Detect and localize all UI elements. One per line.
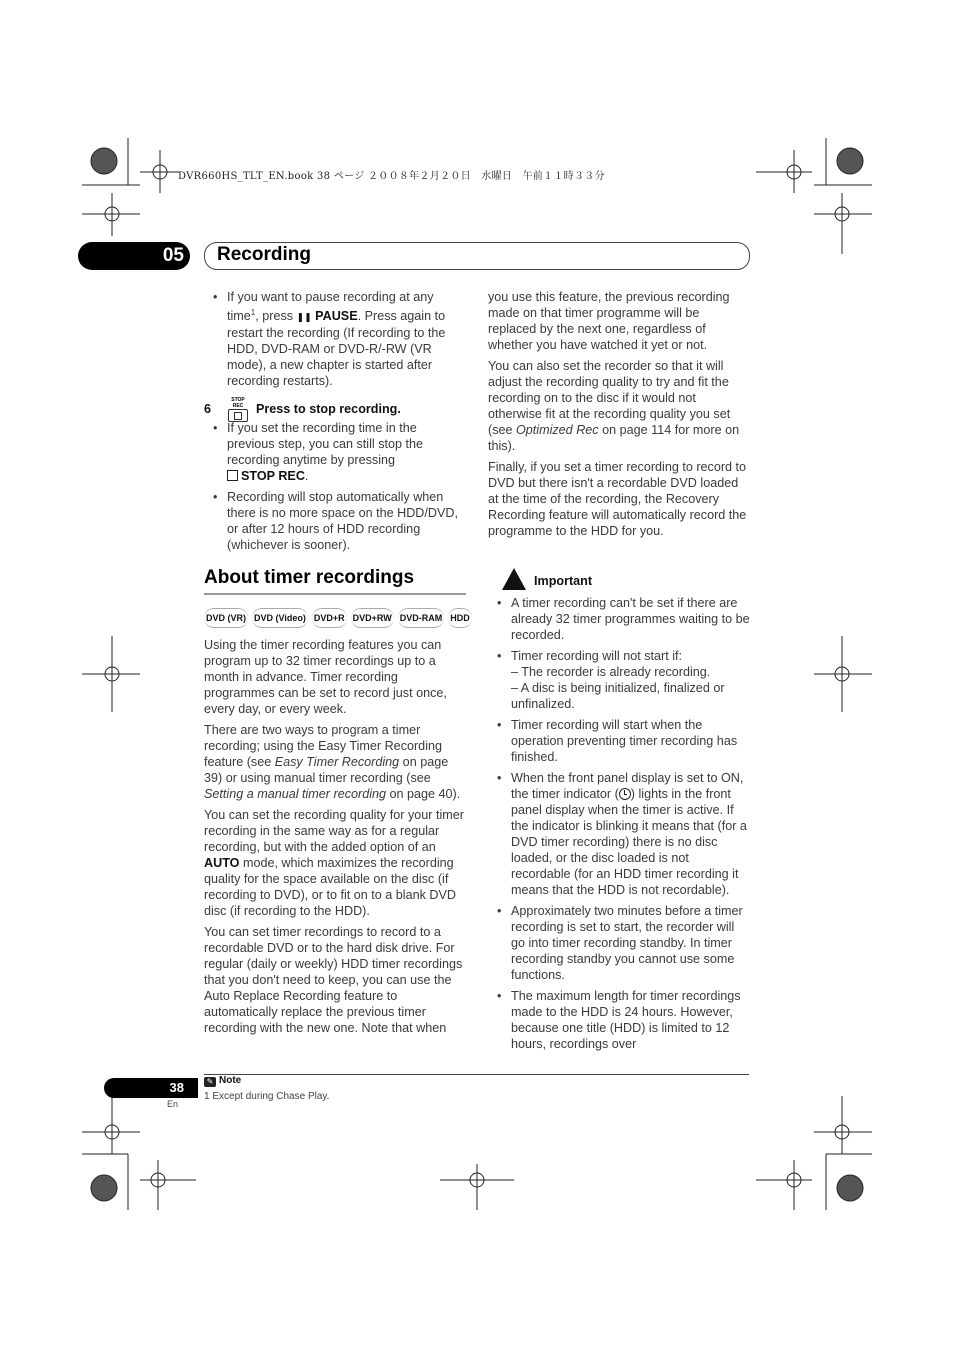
paragraph: Finally, if you set a timer recording to record to DVD but there isn't a recordable DVD loaded at the time of the recording, the Recovery Recording feature will automatically record the programme to the HDD for you. xyxy=(488,460,747,538)
section-title: About timer recordings xyxy=(204,567,466,595)
chapter-title: Recording xyxy=(217,244,311,265)
stop-square-icon xyxy=(227,470,238,481)
step-6-text: Press to stop recording. xyxy=(256,402,401,417)
important-bullet: • Approximately two minutes before a timer recording is set to start, the recorder will go into timer recording standby. In timer recording standby you cannot use some functions. xyxy=(497,904,743,982)
stop-bullet-1: • If you set the recording time in the previous step, you can still stop the recording anytime by pressing STOP REC. xyxy=(213,421,424,484)
step-number: 6 xyxy=(204,402,212,417)
paragraph: There are two ways to program a timer recording; using the Easy Timer Recording feature (see Easy Timer Recording on page 39) or using manual timer recording (see Setting a manual timer recording on page 40). xyxy=(204,723,461,801)
right-column-top xyxy=(488,289,750,544)
pause-key-label: PAUSE xyxy=(315,309,358,324)
important-list xyxy=(488,595,750,1057)
footnote-text: 1 Except during Chase Play. xyxy=(204,1091,330,1102)
chapter-number-badge xyxy=(78,242,190,270)
chapter-title-bar xyxy=(204,242,750,270)
disc-badge: DVD+RW xyxy=(351,608,394,628)
paragraph: You can set timer recordings to record to a recordable DVD or to the hard disk drive. For regular (daily or weekly) HDD timer recordings that you don't need to keep, you can use the Auto Replace Recording feature to automatically replace the previous timer recording with the new one. Note that when xyxy=(204,925,463,1035)
paragraph: you use this feature, the previous recording made on that timer programme will be replaced by the next one, regardless of whether you have watched it yet or not. xyxy=(488,290,730,352)
paragraph: You can set the recording quality for your timer recording in the same way as for a regular recording, but with the added option of an AUTO mode, which maximizes the recording quality for the space available on the disc (if recording to DVD), or to fit on to a blank DVD disc (if recording to the HDD). xyxy=(204,808,464,918)
pause-icon: ❚❚ xyxy=(296,312,312,323)
important-bullet: • Timer recording will not start if: – The recorder is already recording. – A disc is being initialized, finalized or unfinalized. xyxy=(497,649,725,711)
important-bullet: • The maximum length for timer recordings made to the HDD is 24 hours. However, because one title (HDD) is limited to 12 hours, recordings over xyxy=(497,989,741,1051)
timer-clock-icon xyxy=(619,788,631,800)
important-bullet: • When the front panel display is set to ON, the timer indicator ( ) lights in the front panel display when the timer is active. If the indicator is blinking it means that (for a DVD timer recording) there is no disc loaded, or the disc loaded is not recordable (for an HDD timer recording it means that the HDD is not recordable). xyxy=(497,771,747,897)
disc-badge: DVD+R xyxy=(312,608,347,628)
stop-rec-key-label: STOP REC xyxy=(241,469,305,484)
note-heading: ✎ Note xyxy=(204,1075,241,1087)
disc-badge: DVD-RAM xyxy=(398,608,445,628)
footnote-divider xyxy=(204,1074,749,1075)
disc-badge: HDD xyxy=(448,608,472,628)
disc-badge: DVD (Video) xyxy=(252,608,308,628)
left-column-body xyxy=(204,637,466,1041)
stop-rec-button-icon: STOP REC xyxy=(228,397,248,422)
disc-compatibility-badges xyxy=(204,608,472,628)
book-file-header: DVR660HS_TLT_EN.book 38 ページ ２００８年２月２０日 水曜日 午前１１時３３分 xyxy=(178,171,605,182)
important-bullet: • A timer recording can't be set if there are already 32 timer programmes waiting to be recorded. xyxy=(497,596,750,642)
warning-hand-icon xyxy=(502,568,526,590)
important-bullet: • Timer recording will start when the operation preventing timer recording has finished. xyxy=(497,718,738,764)
bullet-dot: • xyxy=(213,290,218,304)
footnote-ref: 1 xyxy=(250,308,256,317)
note-pencil-icon: ✎ xyxy=(204,1077,216,1087)
page-language: En xyxy=(167,1099,179,1109)
chapter-number: 05 xyxy=(162,245,184,266)
disc-badge: DVD (VR) xyxy=(204,608,248,628)
stop-bullet-2: • Recording will stop automatically when there is no more space on the HDD/DVD, or after 12 hours of HDD recording (whichever is sooner). xyxy=(213,490,458,553)
left-column-top xyxy=(204,289,466,558)
step-6 xyxy=(204,397,466,417)
paragraph: You can also set the recorder so that it will adjust the recording quality to try and fit the recording on to the disc if it would not otherwise fit at the recording quality you set (see Optimized Rec on page 114 for more on this). xyxy=(488,359,740,453)
paragraph: Using the timer recording features you can program up to 32 timer recordings up to a month in advance. Timer recording programmes can be set to record just once, every day, or every week. xyxy=(204,638,447,716)
page-number-badge xyxy=(104,1078,198,1098)
page-number: 38 xyxy=(169,1080,184,1095)
pause-bullet: • If you want to pause recording at any time$^1$, press ❚❚ PAUSE. Press again to restart the recording (If recording to the HDD, DVD-RAM or DVD-R/-RW (VR mode), a new chapter is started after recording restarts). xyxy=(213,290,446,389)
